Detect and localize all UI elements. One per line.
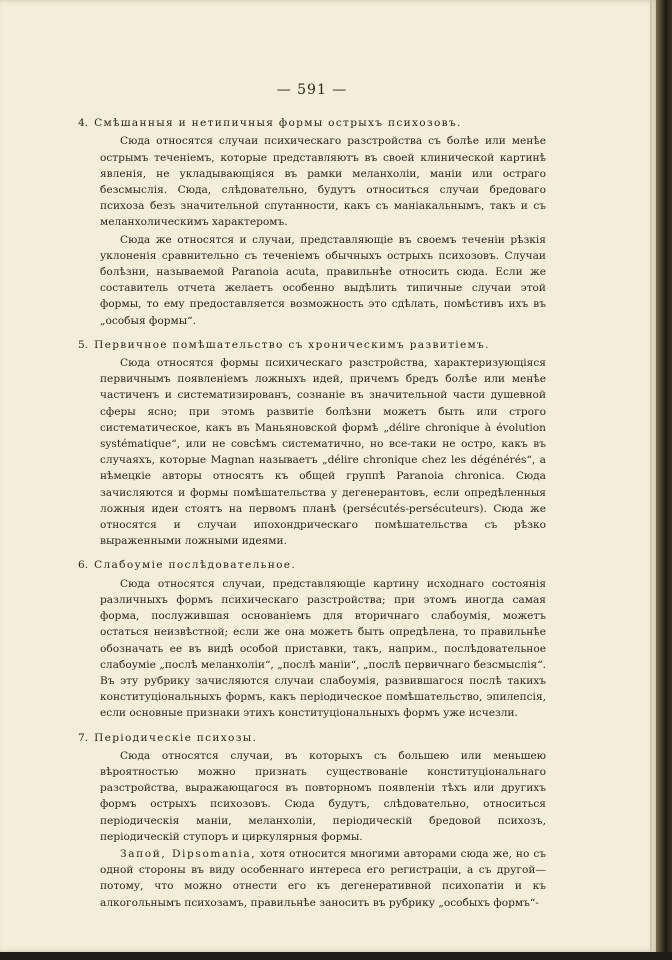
- spaced-term: Запой, Dipsomania,: [120, 847, 257, 860]
- paragraph: Сюда относятся формы психическаго разстройства, характеризующіяся первичнымъ появленіемъ ложныхъ идей, причемъ бредъ болѣе или менѣе частиченъ и систематизированъ, сознаніе въ значительной части душевной сферы ясно; при этомъ развитіе болѣзни можетъ быть или строго систематическое, какъ въ Маньяновской формѣ „délire chronique à évolution systématique“, или не совсѣмъ систематично, но все-таки не остро, какъ въ случаяхъ, которые Magnan называетъ „délire chronique chez les dégénérés“, а нѣмецкіе авторы относятъ къ общей группѣ Paranoia chronica. Сюда зачисляются и формы помѣшательства у дегенерантовъ, если опредѣленныя ложныя идеи стоятъ на первомъ планѣ (persécutés-persécuteurs). Сюда же относятся и случаи ипохондрическаго помѣшательства съ рѣзко выраженными ложными идеями.: [100, 357, 546, 548]
- paragraph: Сюда же относятся и случаи, представляющіе въ своемъ теченіи рѣзкія уклоненія сравнительно съ теченіемъ обычныхъ острыхъ психозовъ. Случаи болѣзни, называемой Paranoia acuta, правильнѣе относить сюда. Если же составитель отчета желаетъ особенно выдѣлить типичные случаи этой формы, то ему предоставляется возможность это сдѣлать, помѣстивъ ихъ въ „особыя формы“.: [100, 233, 546, 327]
- section-number: 4.: [78, 117, 89, 130]
- section-heading-7: [78, 730, 546, 746]
- text-column: [78, 82, 546, 912]
- section-number: 5.: [78, 338, 89, 351]
- book-spine: [656, 0, 672, 960]
- page-crease: [650, 0, 652, 952]
- section-number: 7.: [78, 731, 89, 744]
- paragraph: Сюда относятся случаи, представляющіе картину исходнаго состоянія различныхъ формъ психическаго разстройства; при этомъ иногда самая форма, послужившая основаніемъ для вторичнаго слабоумія, можетъ остаться неизвѣстной; если же она можетъ быть опредѣлена, то правильнѣе обозначать ее въ видѣ особой приставки, такъ, наприм., послѣдовательное слабоуміе „послѣ меланхоліи“, „послѣ маніи“, „послѣ первичнаго безсмыслія“. Въ эту рубрику зачисляются случаи слабоумія, развившагося послѣ такихъ конституціональныхъ формъ, какъ періодическое помѣшательство, эпилепсія, если основные признаки этихъ конституціональныхъ формъ уже исчезли.: [100, 577, 546, 720]
- section-heading-5: [78, 337, 546, 353]
- section-title: Первичное помѣшательство съ хроническимъ развитіемъ.: [94, 338, 490, 351]
- paragraph-text: хотя относится многими авторами сюда же, но съ одной стороны въ виду особеннаго интереса его регистраціи, а съ другой—потому, что можно отнести его къ дегенеративной психопатіи и къ алкогольнымъ психозамъ, правильнѣе заносить въ рубрику „особыхъ формъ“-: [100, 847, 546, 909]
- paragraph: Сюда относятся случаи, въ которыхъ съ большею или меньшею вѣроятностью можно признать существованіе конституціональнаго разстройства, выражающагося въ повторномъ появленіи тѣхъ или другихъ формъ острыхъ психозовъ. Сюда будутъ, слѣдовательно, относиться періодическія маніи, меланхоліи, періодическій бредовой психозъ, періодическій ступоръ и циркулярныя формы.: [100, 749, 546, 843]
- section-heading-4: [78, 115, 546, 131]
- paragraph: Сюда относятся случаи психическаго разстройства съ болѣе или менѣе острымъ теченіемъ, которые представляютъ въ своей клинической картинѣ явленія, не укладывающіяся въ рамки меланхоліи, маніи или остраго безсмыслія. Сюда, слѣдовательно, будутъ относиться случаи бредоваго психоза безъ значительной спутанности, какъ съ маніакальнымъ, такъ и съ меланхолическимъ характеромъ.: [100, 135, 546, 229]
- section-heading-6: [78, 557, 546, 573]
- scan-bottom-edge: [0, 952, 672, 960]
- paragraph: [100, 846, 546, 911]
- section-number: 6.: [78, 559, 89, 572]
- section-title: Періодическіе психозы.: [94, 731, 258, 744]
- section-title: Смѣшанныя и нетипичныя формы острыхъ психозовъ.: [94, 117, 462, 130]
- page-number: — 591 —: [276, 82, 348, 98]
- section-title: Слабоуміе послѣдовательное.: [94, 559, 296, 572]
